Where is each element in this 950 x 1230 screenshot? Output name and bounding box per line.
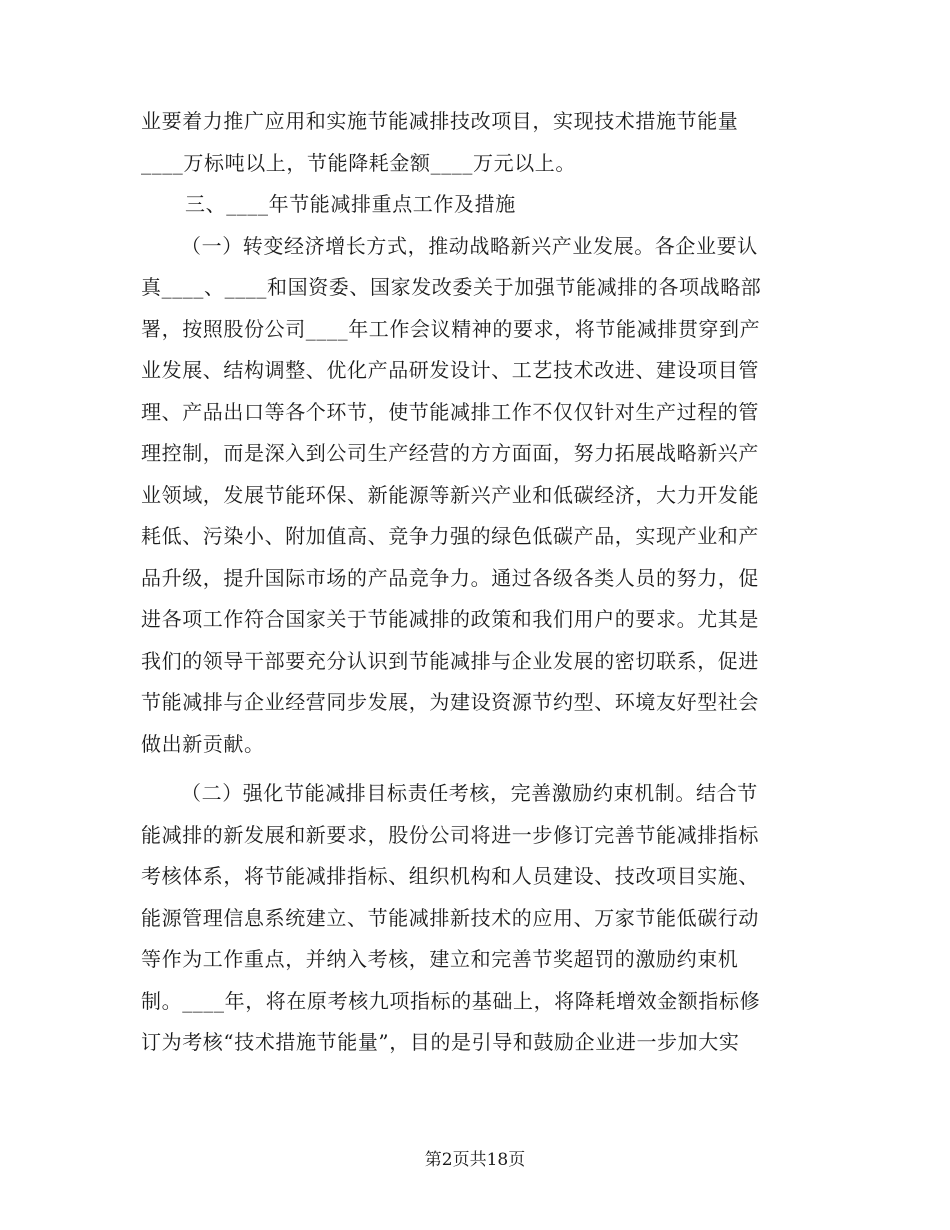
body-line: 真____、____和国资委、国家发改委关于加强节能减排的各项战略部	[141, 275, 762, 299]
body-line: 耗低、污染小、附加值高、竞争力强的绿色低碳产品，实现产业和产	[141, 524, 759, 548]
body-line: 做出新贡献。	[141, 731, 265, 756]
body-line: ____万标吨以上，节能降耗金额____万元以上。	[141, 150, 576, 175]
body-line: 署，按照股份公司____年工作会议精神的要求，将节能减排贯穿到产	[141, 316, 761, 341]
body-line: 业要着力推广应用和实施节能减排技改项目，实现技术措施节能量	[141, 109, 739, 133]
body-line: 理、产品出口等各个环节，使节能减排工作不仅仅针对生产过程的管	[141, 399, 759, 424]
document-body	[141, 101, 821, 1064]
body-line: 制。____年，将在原考核九项指标的基础上，将降耗增效金额指标修	[141, 988, 761, 1013]
paragraph-gap	[141, 765, 821, 773]
body-line: 能源管理信息系统建立、节能减排新技术的应用、万家节能低碳行动	[141, 905, 759, 930]
body-line: 订为考核“技术措施节能量”，目的是引导和鼓励企业进一步加大实	[141, 1030, 740, 1054]
body-line: 我们的领导干部要充分认识到节能减排与企业发展的密切联系，促进	[141, 648, 759, 673]
body-line: 考核体系，将节能减排指标、组织机构和人员建设、技改项目实施、	[141, 864, 759, 888]
paragraph-start: （一）转变经济增长方式，推动战略新兴产业发展。各企业要认	[181, 233, 758, 258]
body-line: 等作为工作重点，并纳入考核，建立和完善节奖超罚的激励约束机	[141, 947, 739, 971]
body-line: 进各项工作符合国家关于节能减排的政策和我们用户的要求。尤其是	[141, 607, 759, 631]
body-line: 理控制，而是深入到公司生产经营的方方面面，努力拓展战略新兴产	[141, 441, 759, 465]
body-line: 品升级，提升国际市场的产品竞争力。通过各级各类人员的努力，促	[141, 565, 759, 590]
body-line: 业领域，发展节能环保、新能源等新兴产业和低碳经济，大力开发能	[141, 482, 759, 507]
body-line: 能减排的新发展和新要求，股份公司将进一步修订完善节能减排指标	[141, 822, 759, 847]
body-line: 业发展、结构调整、优化产品研发设计、工艺技术改进、建设项目管	[141, 358, 759, 382]
section-heading: 三、____年节能减排重点工作及措施	[185, 192, 516, 216]
page-number-footer: 第2页共18页	[424, 1150, 526, 1170]
body-line: 节能减排与企业经营同步发展，为建设资源节约型、环境友好型社会	[141, 690, 759, 714]
paragraph-start: （二）强化节能减排目标责任考核，完善激励约束机制。结合节	[181, 781, 758, 805]
